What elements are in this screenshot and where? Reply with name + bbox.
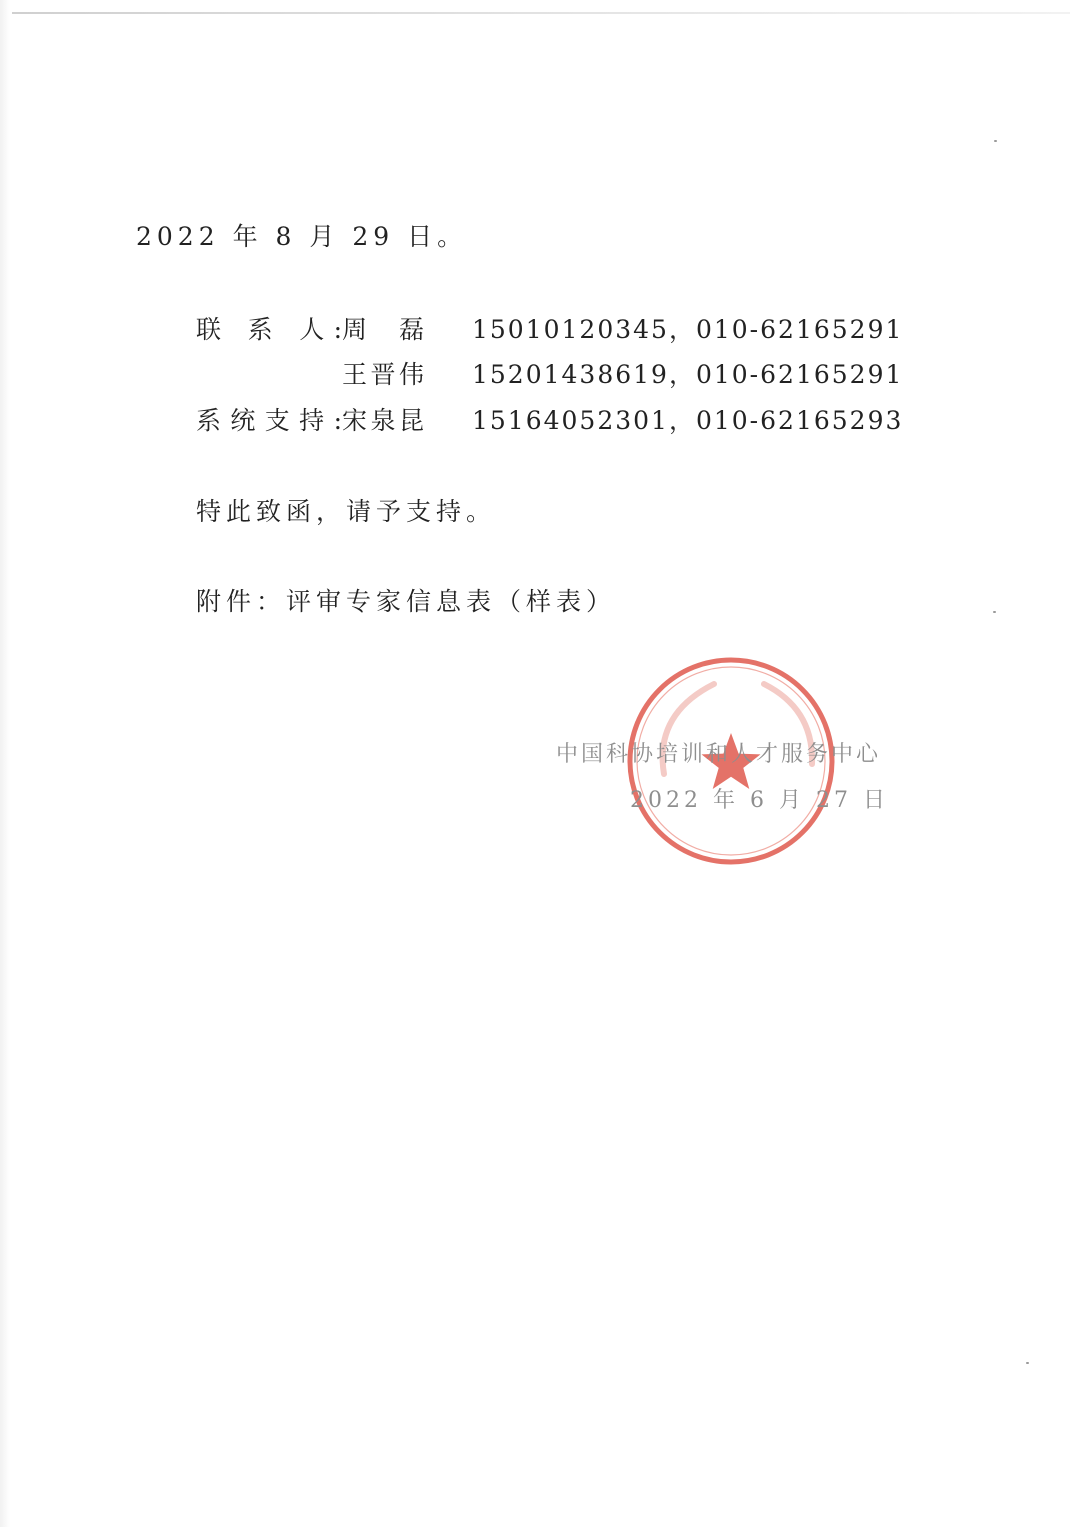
signature-organization: 中国科协培训和人才服务中心	[556, 742, 882, 767]
contact-label: 联 系 人:	[196, 315, 342, 344]
contact-phone: 15010120345，010-62165291	[472, 315, 904, 344]
scan-speck	[993, 611, 996, 613]
contact-name: 宋泉昆	[342, 406, 424, 435]
contact-name: 王晋伟	[342, 360, 424, 389]
contact-label: 系统支持:	[196, 406, 342, 435]
closing-line: 特此致函，请予支持。	[196, 497, 497, 526]
contact-phone: 15201438619，010-62165291	[472, 360, 904, 389]
deadline-line: 2022 年 8 月 29 日。	[136, 222, 468, 251]
contact-phone: 15164052301，010-62165293	[472, 406, 904, 435]
scan-edge-left	[0, 0, 10, 1527]
contact-name: 周 磊	[342, 315, 424, 344]
scan-speck	[994, 140, 997, 142]
scan-edge-top	[12, 12, 1070, 14]
attachment-line: 附件：评审专家信息表（样表）	[196, 587, 617, 616]
scan-speck	[1026, 1362, 1029, 1364]
signature-date: 2022 年 6 月 27 日	[630, 788, 889, 813]
